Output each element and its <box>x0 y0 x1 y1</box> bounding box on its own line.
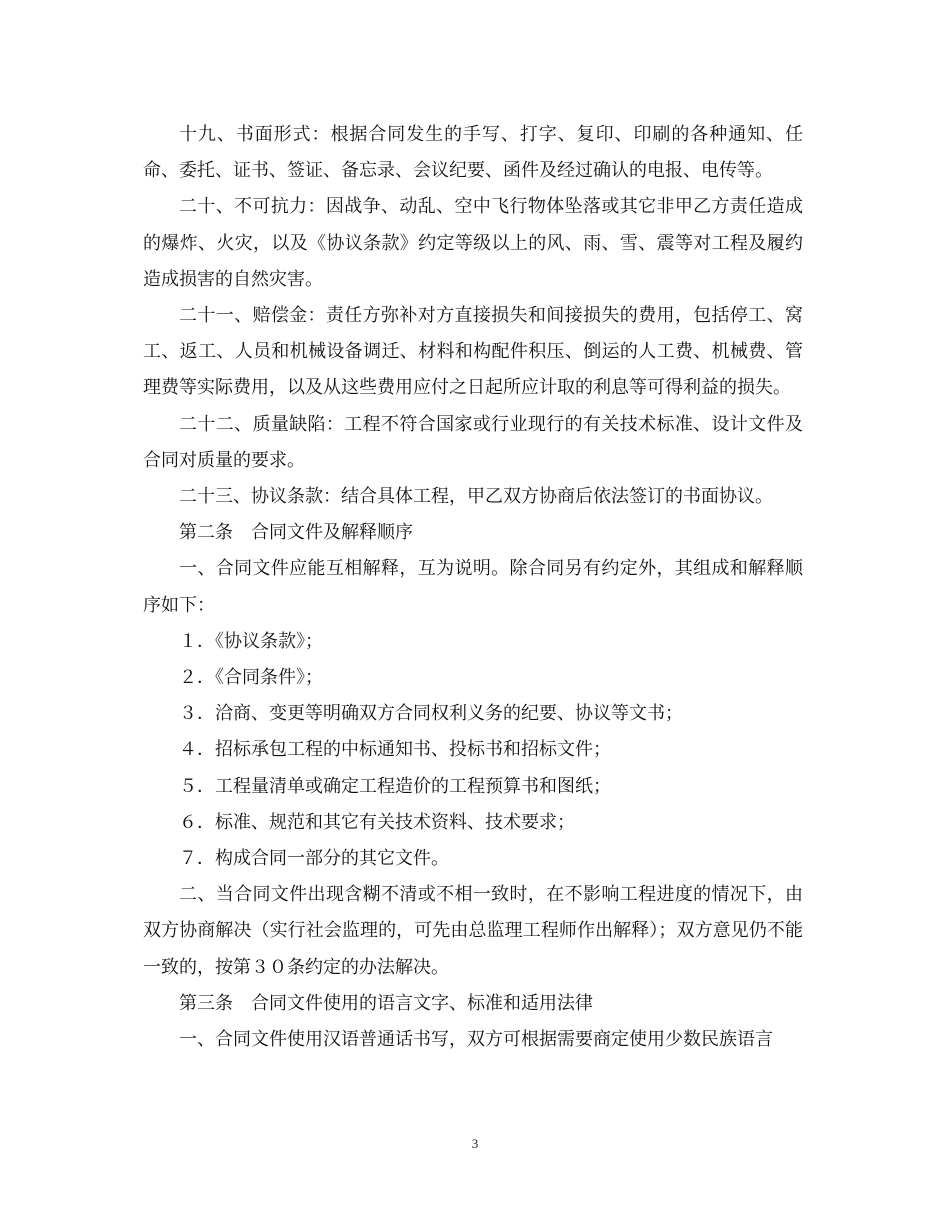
list-item: １．《协议条款》； <box>179 630 323 652</box>
list-item: ３．洽商、变更等明确双方合同权利义务的纪要、协议等文书； <box>179 703 683 725</box>
list-item: ４．招标承包工程的中标通知书、投标书和招标文件； <box>179 739 611 761</box>
section-2-heading: 第二条 合同文件及解释顺序 <box>179 522 413 544</box>
page-number: 3 <box>471 1136 479 1151</box>
document-body <box>143 117 803 1058</box>
section-3-paragraph-1: 一、合同文件使用汉语普通话书写，双方可根据需要商定使用少数民族语言 <box>179 1029 773 1051</box>
paragraph-20: 二十、不可抗力：因战争、动乱、空中飞行物体坠落或其它非甲乙方责任造成的爆炸、火灾，以及《协议条款》约定等级以上的风、雨、雪、震等对工程及履约造成损害的自然灾害。 <box>143 196 803 290</box>
section-3-heading: 第三条 合同文件使用的语言文字、标准和适用法律 <box>179 992 593 1014</box>
paragraph-19: 十九、书面形式：根据合同发生的手写、打字、复印、印刷的各种通知、任命、委托、证书、签证、备忘录、会议纪要、函件及经过确认的电报、电传等。 <box>143 124 803 182</box>
list-item: ６．标准、规范和其它有关技术资料、技术要求； <box>179 811 575 833</box>
paragraph-23: 二十三、协议条款：结合具体工程，甲乙双方协商后依法签订的书面协议。 <box>179 486 773 508</box>
list-item: ７．构成合同一部分的其它文件。 <box>179 848 449 870</box>
paragraph-21: 二十一、赔偿金：责任方弥补对方直接损失和间接损失的费用，包括停工、窝工、返工、人员和机械设备调迁、材料和构配件积压、倒运的人工费、机械费、管理费等实际费用，以及从这些费用应付之日起所应计取的利息等可得利益的损失。 <box>143 305 803 399</box>
section-2-paragraph-2: 二、当合同文件出现含糊不清或不相一致时，在不影响工程进度的情况下，由双方协商解决（实行社会监理的，可先由总监理工程师作出解释）；双方意见仍不能一致的，按第３０条约定的办法解决。 <box>143 884 803 978</box>
list-item: ２．《合同条件》； <box>179 667 323 689</box>
paragraph-22: 二十二、质量缺陷：工程不符合国家或行业现行的有关技术标准、设计文件及合同对质量的要求。 <box>143 413 803 471</box>
list-item: ５．工程量清单或确定工程造价的工程预算书和图纸； <box>179 775 611 797</box>
section-2-paragraph-1: 一、合同文件应能互相解释，互为说明。除合同另有约定外，其组成和解释顺序如下： <box>143 558 803 616</box>
